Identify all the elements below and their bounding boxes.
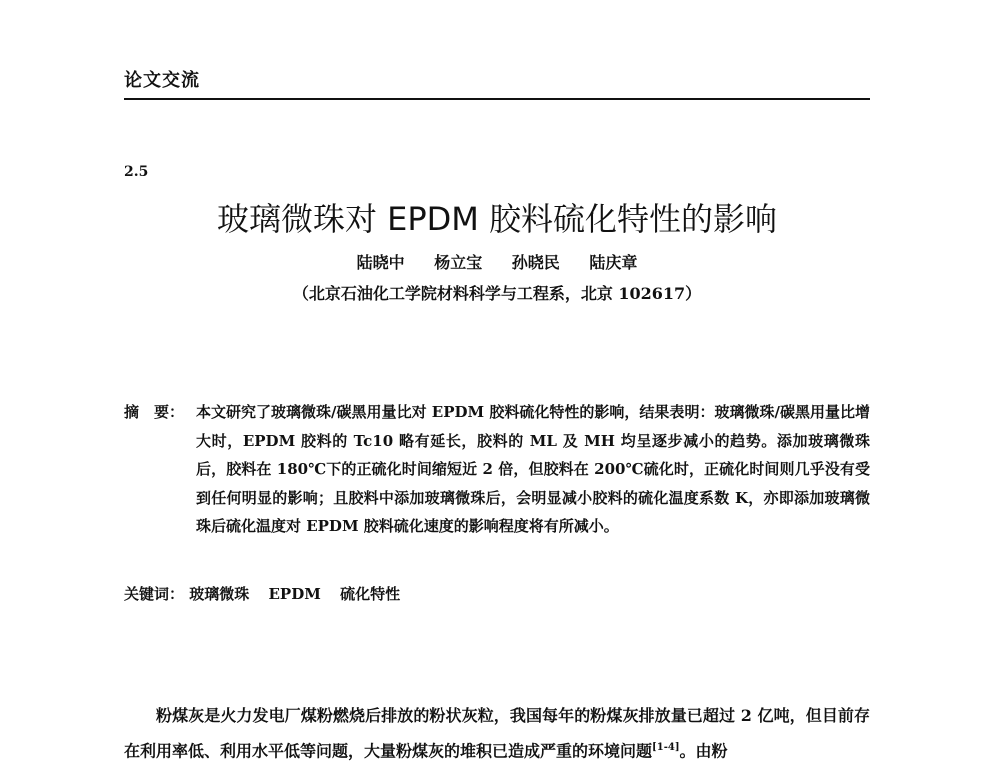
author-name: 陆晓中 — [356, 253, 405, 272]
author-name: 陆庆章 — [589, 253, 638, 272]
keyword: EPDM — [268, 585, 321, 603]
section-number: 2.5 — [124, 164, 149, 180]
body-text-start: 粉煤灰是火力发电厂煤粉燃烧后排放的粉状灰粒，我国每年的粉煤灰排放量已超过 2 亿吨，但目前存在利用率低、利用水平低等问题，大量粉煤灰的堆积已造成严重的环境问题 — [124, 706, 870, 761]
author-list — [124, 250, 870, 273]
abstract-label: 摘 要： — [124, 403, 185, 421]
keywords-block — [124, 583, 870, 604]
abstract-text: 本文研究了玻璃微珠/碳黑用量比对 EPDM 胶料硫化特性的影响，结果表明：玻璃微珠/碳黑用量比增大时，EPDM 胶料的 Tc10 略有延长，胶料的 ML 及 MH 均呈逐步减小的趋势。添加玻璃微珠后，胶料在 180℃下的正硫化时间缩短近 2 倍，但胶料在 200℃硫化时，正硫化时间则几乎没有受到任何明显的影响；且胶料中添加玻璃微珠后，会明显减小胶料的硫化温度系数 K，亦即添加玻璃微珠后硫化温度对 EPDM 胶料硫化速度的影响程度将有所减小。 — [196, 403, 870, 536]
citation-ref: [1-4] — [652, 742, 680, 753]
body-paragraph — [124, 700, 870, 767]
journal-column-header: 论文交流 — [124, 66, 870, 100]
author-name: 孙晓民 — [511, 253, 560, 272]
paper-title: 玻璃微珠对 EPDM 胶料硫化特性的影响 — [216, 200, 778, 238]
keywords-label: 关键词： — [124, 585, 185, 603]
keyword: 玻璃微珠 — [189, 585, 250, 603]
abstract-block — [124, 398, 870, 541]
affiliation: （北京石油化工学院材料科学与工程系，北京 102617） — [292, 284, 702, 303]
keyword: 硫化特性 — [340, 585, 401, 603]
body-text-tail: 。由粉 — [679, 741, 728, 761]
author-name: 杨立宝 — [434, 253, 483, 272]
